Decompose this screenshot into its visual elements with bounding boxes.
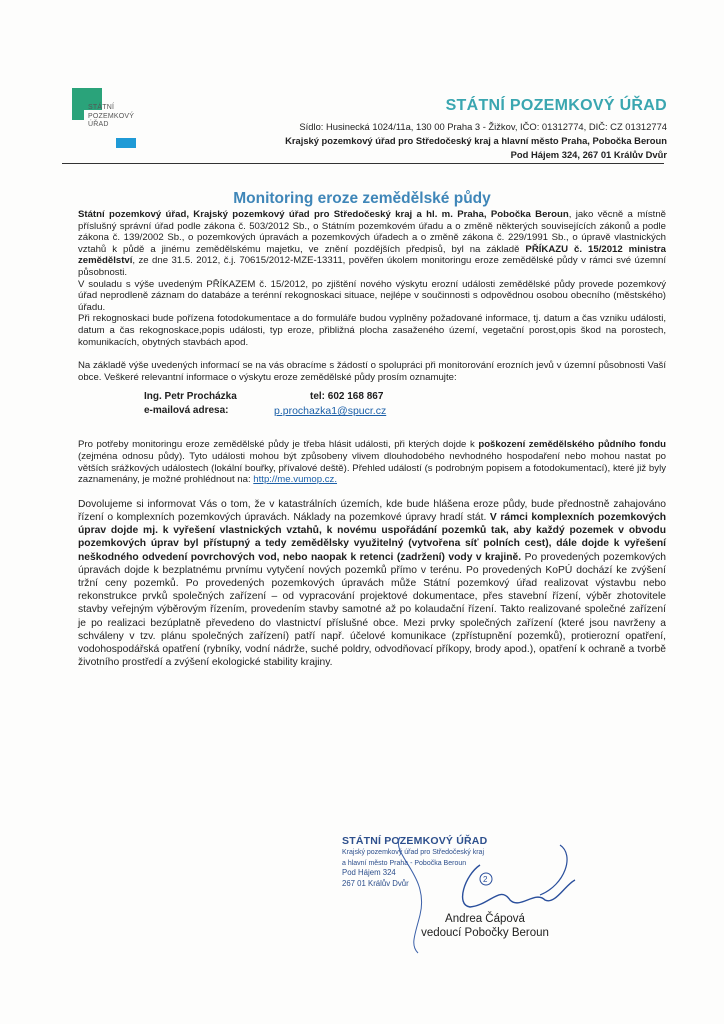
- signatory-role: vedoucí Pobočky Beroun: [421, 927, 549, 939]
- stamp-line: 267 01 Králův Dvůr: [342, 878, 409, 888]
- letterhead-seat: Sídlo: Husinecká 1024/11a, 130 00 Praha 3 - Žižkov, IČO: 01312774, DIČ: CZ 01312774: [299, 121, 667, 132]
- paragraph-order: V souladu s výše uvedeným PŘÍKAZEM č. 15/2012, po zjištění nového výskytu erozní události zemědělské půdy provede pozemkový úřad neprodleně záznam do databáze a terénní rekognoskaci situace, nejlépe v součinnosti s odpovědnou osobou obecního (městského) úřadu.: [78, 278, 666, 313]
- contact-name: Ing. Petr Procházka: [144, 391, 237, 403]
- bold-text: poškození zemědělského půdního fondu: [478, 439, 666, 451]
- bold-lead: Státní pozemkový úřad, Krajský pozemkový úřad pro Středočeský kraj a hl. m. Praha, Pobočka Beroun: [78, 209, 569, 220]
- paragraph-reporting: [78, 439, 666, 485]
- text: Po provedených pozemkových úpravách dojde k bezplatnému prvnímu vytyčení nových pozemků přímo v terénu. Po provedených KoPÚ dochází ke zvýšení tržní ceny pozemků. Po provedených pozemkových úpravách může Státní pozemkový úřad realizovat výstavbu nebo rekonstrukce prvků společných zařízení – od vypracování projektové dokumentace, přes stavební řízení, výběr zhotovitele stavby veřejným výběrovým řízením, provedením stavby samotné až po kolaudační řízení. Takto realizované společné zařízení je po realizaci bezúplatně převedeno do vlastnictví příslušné obce. Mezi prvky společných zařízení (které jsou navrženy a schváleny v tzv. plánu společných zařízení) patří např. účelové komunikace (zpřístupnění pozemků), protierozní opatření, vodohospodářská opatření (rybníky, vodní nádrže, suché poldry, odvodňovací příkopy, brody apod.), opatření k ochraně a tvorbě životního prostředí a zvýšení ekologické stability krajiny.: [78, 551, 666, 669]
- stamp-number: 2: [483, 875, 488, 884]
- stamp-line: Krajský pozemkový úřad pro Středočeský kraj: [342, 849, 484, 856]
- letterhead-title: STÁTNÍ POZEMKOVÝ ÚŘAD: [445, 97, 667, 114]
- stamp-line: Pod Hájem 324: [342, 868, 396, 877]
- bold-text: V rámci komplexních pozemkových úprav dojde mj. k vyřešení vlastnických vztahů, k novému uspořádání pozemků tak, aby každý pozemek v obvodu pozemkových úprav byl přístupný a tedy zemědělsky využitelný (vytvořena síť polních cest), dále dojde k vyřešení neškodného odvedení povrchových vod, nebo naopak k retenci (zadržení) vody v krajině.: [78, 511, 666, 563]
- letterhead-address: Pod Hájem 324, 267 01 Králův Dvůr: [510, 149, 667, 160]
- logo-line: ÚŘAD: [88, 121, 109, 128]
- text: Pro potřeby monitoringu eroze zemědělské půdy je třeba hlásit události, při kterých dojde k: [78, 439, 479, 451]
- text: , jako věcně a místně příslušný správní úřad podle zákona č. 503/2012 Sb., o Státním pozemkovém úřadu a o změně některých souvisejících zákonů a podle zákona č. 139/2002 Sb., o pozemkových úpravách a pozemkových úřadech a o změně zákona č. 229/1991 Sb., o úpravě vlastnických vztahů k půdě a jinému zemědělskému majetku, ve znění pozdějších předpisů, byl na základě: [78, 209, 666, 255]
- paragraph-survey: Při rekognoskaci bude pořízena fotodokumentace a do formuláře budou vyplněny požadované informace, tj. datum a čas vzniku události, datum a čas rekognoskace,popis události, typ eroze, přibližná plocha zasaženého území, vegetační porost,opis škod na porostech, komunikacích, obytných stavbách apod.: [78, 313, 666, 348]
- logo-text: [88, 104, 134, 130]
- bold-order: PŘÍKAZU č. 15/2012 ministra zemědělství: [78, 243, 666, 267]
- stamp-line: a hlavní město Praha - Pobočka Beroun: [342, 859, 467, 867]
- logo-line: POZEMKOVÝ: [88, 112, 135, 120]
- paragraph-request: Na základě výše uvedených informací se na vás obracíme s žádostí o spolupráci při monitorování erozních jevů v územní působnosti Vaší obce. Veškeré relevantní informace o výskytu eroze zemědělské půdy prosím oznamujte:: [78, 360, 666, 383]
- text: Dovolujeme si informovat Vás o tom, že v katastrálních územích, kde bude hlášena eroze půdy, bude přednostně zahajováno řízení o komplexních pozemkových úpravách. Náklady na pozemkové úpravy hradí stát.: [78, 498, 666, 523]
- signatory-name: Andrea Čápová: [445, 913, 525, 925]
- stamp-title: STÁTNÍ POZEMKOVÝ ÚŘAD: [342, 835, 488, 847]
- contact-phone: tel: 602 168 867: [310, 391, 384, 403]
- contact-email-link[interactable]: p.prochazka1@spucr.cz: [274, 405, 387, 418]
- logo-green-block-small: [72, 110, 84, 120]
- signatory: [410, 912, 560, 940]
- letterhead-office: Krajský pozemkový úřad pro Středočeský kraj a hlavní město Praha, Pobočka Beroun: [285, 135, 667, 146]
- vumop-link[interactable]: http://me.vumop.cz.: [253, 474, 338, 486]
- paragraph-land-consolidation: [78, 498, 666, 670]
- paragraph-intro: [78, 209, 666, 279]
- logo-line: STÁTNÍ: [88, 104, 115, 111]
- contact-block: [144, 389, 666, 429]
- contact-email-label: e-mailová adresa:: [144, 405, 229, 417]
- letter-body: [78, 209, 666, 669]
- text: , ze dne 31.5. 2012, č.j. 70615/2012-MZE-13311, pověřen úkolem monitoringu eroze zemědělské půdy v rámci své územní působnosti.: [78, 255, 666, 278]
- spu-logo: [70, 88, 160, 158]
- letterhead-divider: [62, 163, 664, 164]
- logo-blue-block: [116, 138, 136, 148]
- document-title: Monitoring eroze zemědělské půdy: [233, 190, 491, 207]
- text: (zejména odnosu půdy). Tyto události mohou být způsobeny vlivem dlouhodobého nevhodného hospodaření nebo mohou nastat po větších srážkových událostech (lokální bouřky, přívalové deště). Přehled událostí (s podrobným popisem a fotodokumentací), které již byly zaznamenány, je možné prohlédnout na:: [78, 450, 666, 486]
